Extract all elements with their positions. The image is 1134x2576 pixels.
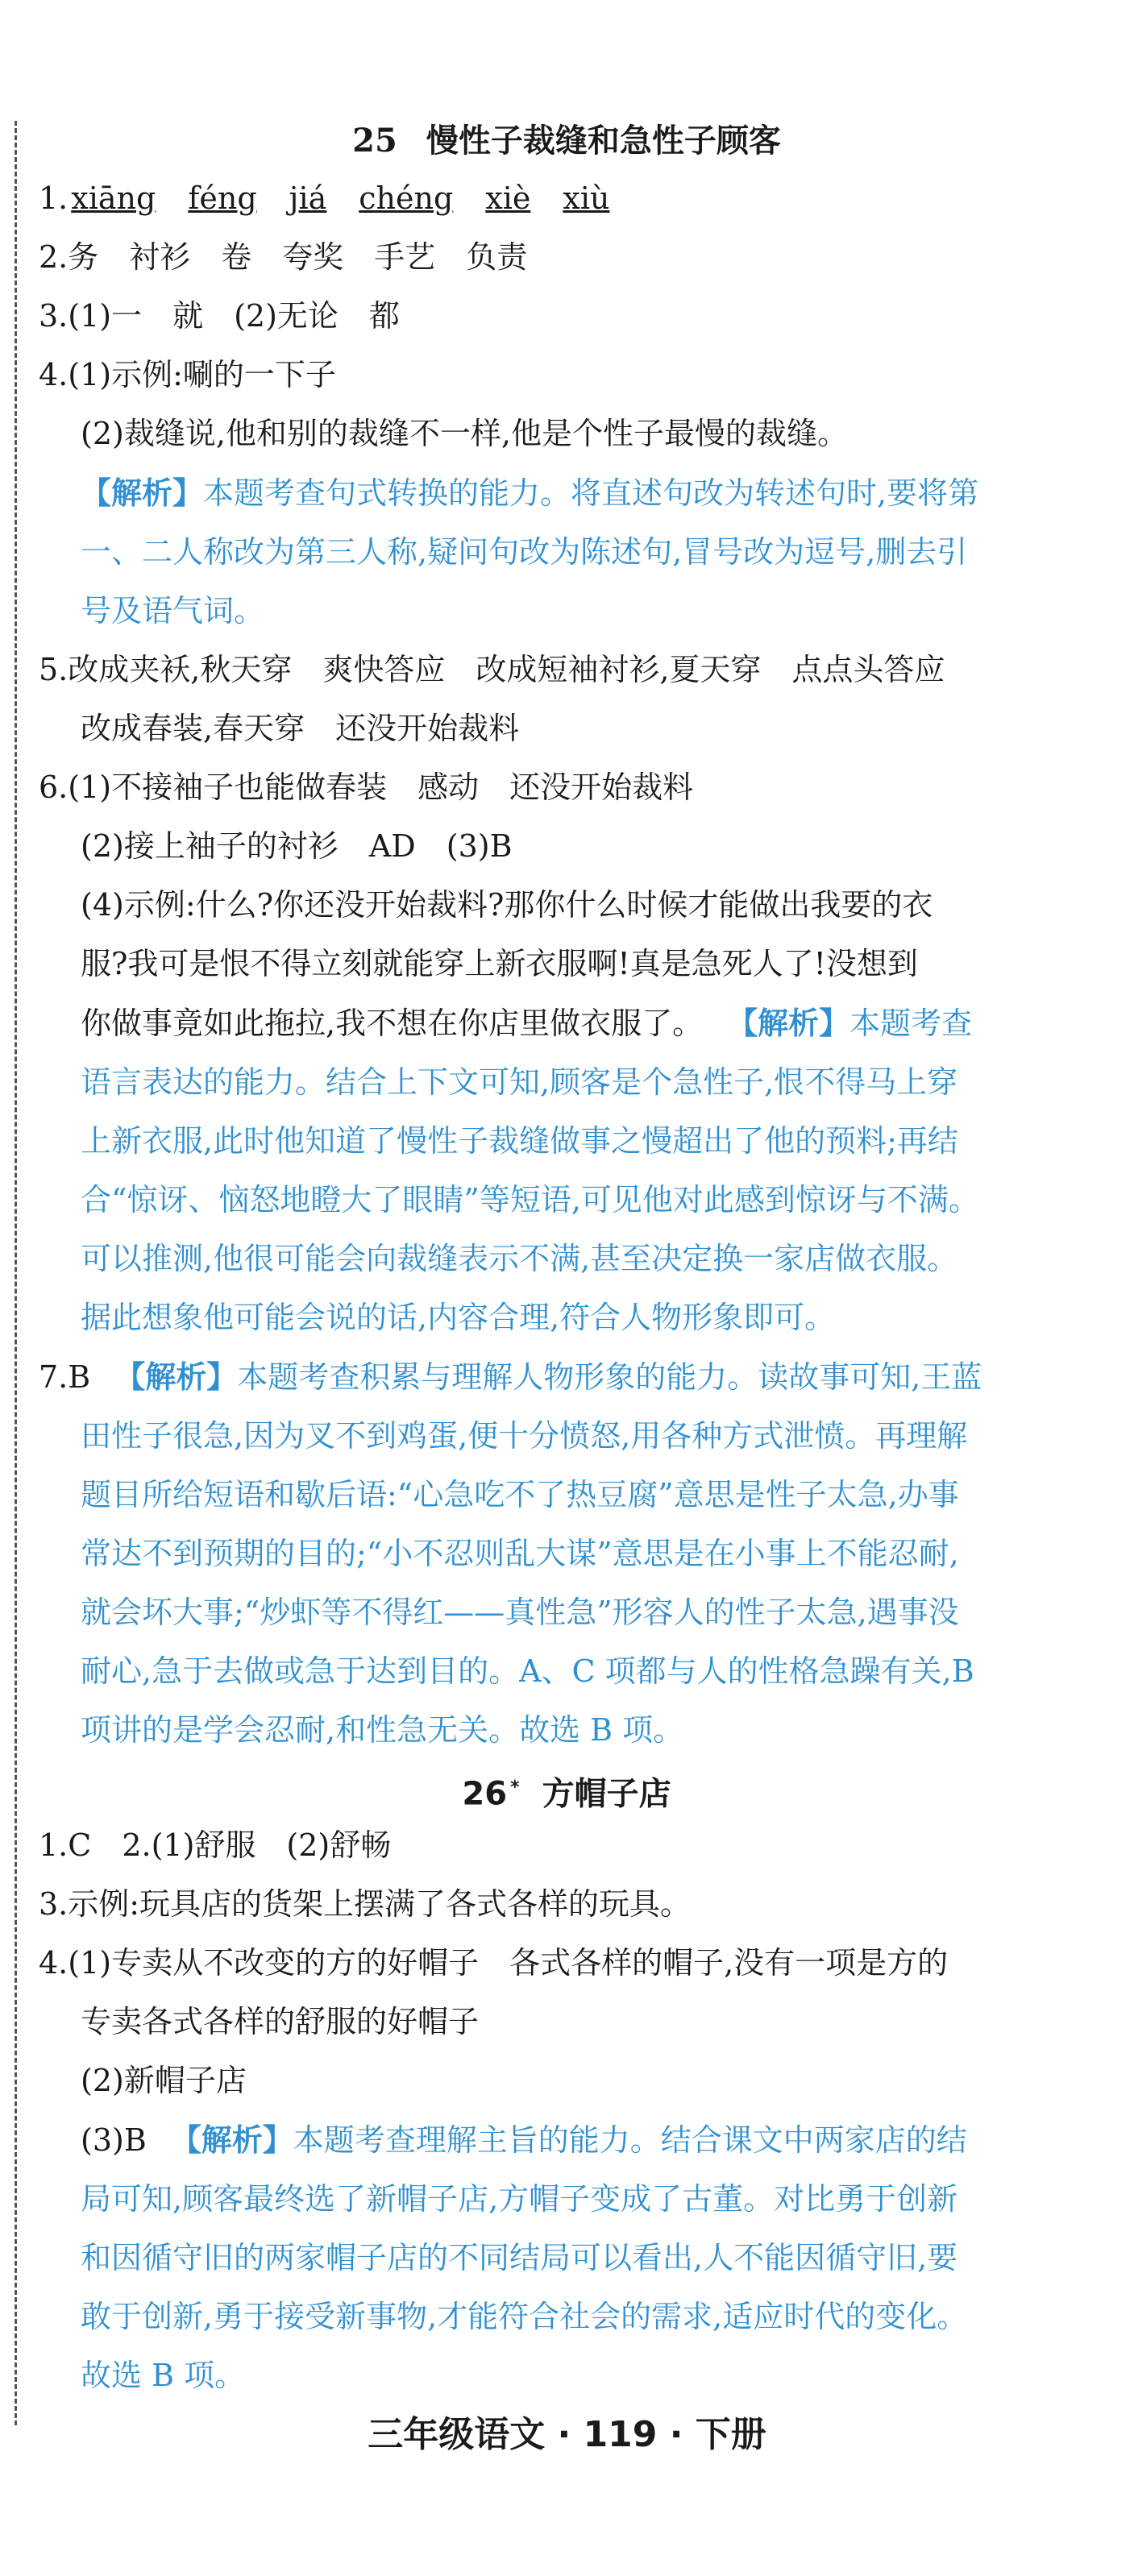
lesson-number: 26 bbox=[462, 1775, 508, 1813]
q1-number: 1. bbox=[39, 180, 69, 216]
lesson-25-title bbox=[39, 113, 1095, 169]
page-footer: 三年级语文 · 119 · 下册 bbox=[368, 2414, 766, 2455]
q4-part1: 4.(1)示例:唰的一下子 bbox=[39, 357, 336, 392]
q6-analysis-line: 据此想象他可能会说的话,内容合理,符合人物形象即可。 bbox=[81, 1300, 836, 1335]
q4-analysis-line: 故选 B 项。 bbox=[81, 2358, 246, 2393]
pinyin-word: xiāng bbox=[71, 180, 156, 216]
lesson-number: 25 bbox=[352, 122, 397, 160]
q4-analysis-line: 局可知,顾客最终选了新帽子店,方帽子变成了古董。对比勇于创新 bbox=[81, 2181, 958, 2217]
q5-answer-cont: 改成春装,春天穿 还没开始裁料 bbox=[81, 711, 520, 746]
cut-line bbox=[15, 121, 17, 2425]
q6-part1: 6.(1)不接袖子也能做春装 感动 还没开始裁料 bbox=[39, 769, 694, 805]
q4-part2: (2)裁缝说,他和别的裁缝不一样,他是个性子最慢的裁缝。 bbox=[81, 416, 848, 451]
q4-analysis-line: 敢于创新,勇于接受新事物,才能符合社会的需求,适应时代的变化。 bbox=[81, 2299, 968, 2334]
q7-answer bbox=[39, 1347, 1095, 1407]
lesson-26-title bbox=[39, 1760, 1095, 1816]
q6-part4-end bbox=[39, 993, 1095, 1053]
answer-text: 你做事竟如此拖拉,我不想在你店里做衣服了。 bbox=[81, 1006, 704, 1041]
pinyin-word: jiá bbox=[289, 180, 327, 216]
q6-part4: (4)示例:什么?你还没开始裁料?那你什么时候才能做出我要的衣 bbox=[81, 887, 933, 923]
q4-analysis-line bbox=[39, 463, 1095, 523]
analysis-text: 本题考查积累与理解人物形象的能力。读故事可知,王蓝 bbox=[237, 1359, 982, 1395]
q6-part2: (2)接上袖子的衬衫 AD (3)B bbox=[81, 828, 513, 864]
analysis-text: 本题考查句式转换的能力。将直述句改为转述句时,要将第 bbox=[203, 475, 979, 511]
q3-answer: 3.(1)一 就 (2)无论 都 bbox=[39, 298, 400, 334]
analysis-tag: 【解析】 bbox=[727, 1005, 850, 1041]
pinyin-word: chéng bbox=[359, 180, 454, 216]
q6-analysis-line: 可以推测,他很可能会向裁缝表示不满,甚至决定换一家店做衣服。 bbox=[81, 1241, 958, 1276]
lesson-title: 慢性子裁缝和急性子顾客 bbox=[426, 122, 781, 160]
q7-analysis-line: 项讲的是学会忍耐,和性急无关。故选 B 项。 bbox=[81, 1712, 684, 1748]
q4-part3 bbox=[39, 2110, 1095, 2170]
analysis-tag: 【解析】 bbox=[170, 2122, 293, 2158]
q2-answer: 2.务 衬衫 卷 夸奖 手艺 负责 bbox=[39, 239, 528, 275]
optional-star: * bbox=[510, 1777, 520, 1798]
pinyin-word: xiù bbox=[563, 180, 610, 216]
q1-pinyin bbox=[39, 169, 1095, 228]
lesson-title: 方帽子店 bbox=[542, 1775, 671, 1813]
q4-part1-cont: 专卖各式各样的舒服的好帽子 bbox=[81, 2004, 480, 2039]
q4-part1: 4.(1)专卖从不改变的方的好帽子 各式各样的帽子,没有一项是方的 bbox=[39, 1945, 949, 1981]
content bbox=[39, 113, 1095, 2405]
q7-analysis-line: 耐心,急于去做或急于达到目的。A、C 项都与人的性格急躁有关,B bbox=[81, 1653, 974, 1689]
q7-analysis-line: 田性子很急,因为叉不到鸡蛋,便十分愤怒,用各种方式泄愤。再理解 bbox=[81, 1418, 968, 1454]
q4-analysis-line: 和因循守旧的两家帽子店的不同结局可以看出,人不能因循守旧,要 bbox=[81, 2240, 958, 2275]
analysis-tag: 【解析】 bbox=[81, 475, 204, 511]
q6-analysis-line: 合“惊讶、恼怒地瞪大了眼睛”等短语,可见他对此感到惊讶与不满。 bbox=[81, 1182, 979, 1217]
analysis-text: 本题考查理解主旨的能力。结合课文中两家店的结 bbox=[293, 2122, 967, 2158]
q3-answer: 3.示例:玩具店的货架上摆满了各式各样的玩具。 bbox=[39, 1886, 692, 1922]
analysis-text: 本题考查 bbox=[849, 1006, 973, 1041]
answer-text: 7.B bbox=[39, 1359, 91, 1395]
q4-part2: (2)新帽子店 bbox=[81, 2063, 247, 2098]
pinyin-word: féng bbox=[188, 180, 257, 216]
q6-analysis-line: 上新衣服,此时他知道了慢性子裁缝做事之慢超出了他的预料;再结 bbox=[81, 1123, 958, 1159]
q4-analysis-line: 号及语气词。 bbox=[81, 593, 265, 628]
q7-analysis-line: 常达不到预期的目的;“小不忍则乱大谋”意思是在小事上不能忍耐, bbox=[81, 1536, 959, 1571]
answer-text: (3)B bbox=[81, 2122, 147, 2158]
q5-answer: 5.改成夹袄,秋天穿 爽快答应 改成短袖衬衫,夏天穿 点点头答应 bbox=[39, 652, 945, 687]
q4-analysis-line: 一、二人称改为第三人称,疑问句改为陈述句,冒号改为逗号,删去引 bbox=[81, 534, 968, 570]
q6-analysis-line: 语言表达的能力。结合上下文可知,顾客是个急性子,恨不得马上穿 bbox=[81, 1064, 958, 1100]
q6-part4-cont: 服?我可是恨不得立刻就能穿上新衣服啊!真是急死人了!没想到 bbox=[81, 946, 918, 981]
analysis-tag: 【解析】 bbox=[114, 1359, 238, 1395]
q7-analysis-line: 就会坏大事;“炒虾等不得红——真性急”形容人的性子太急,遇事没 bbox=[81, 1595, 959, 1630]
q7-analysis-line: 题目所给短语和歇后语:“心急吃不了热豆腐”意思是性子太急,办事 bbox=[81, 1477, 959, 1512]
q1-q2-answer: 1.C 2.(1)舒服 (2)舒畅 bbox=[39, 1827, 392, 1863]
pinyin-word: xiè bbox=[485, 180, 531, 216]
